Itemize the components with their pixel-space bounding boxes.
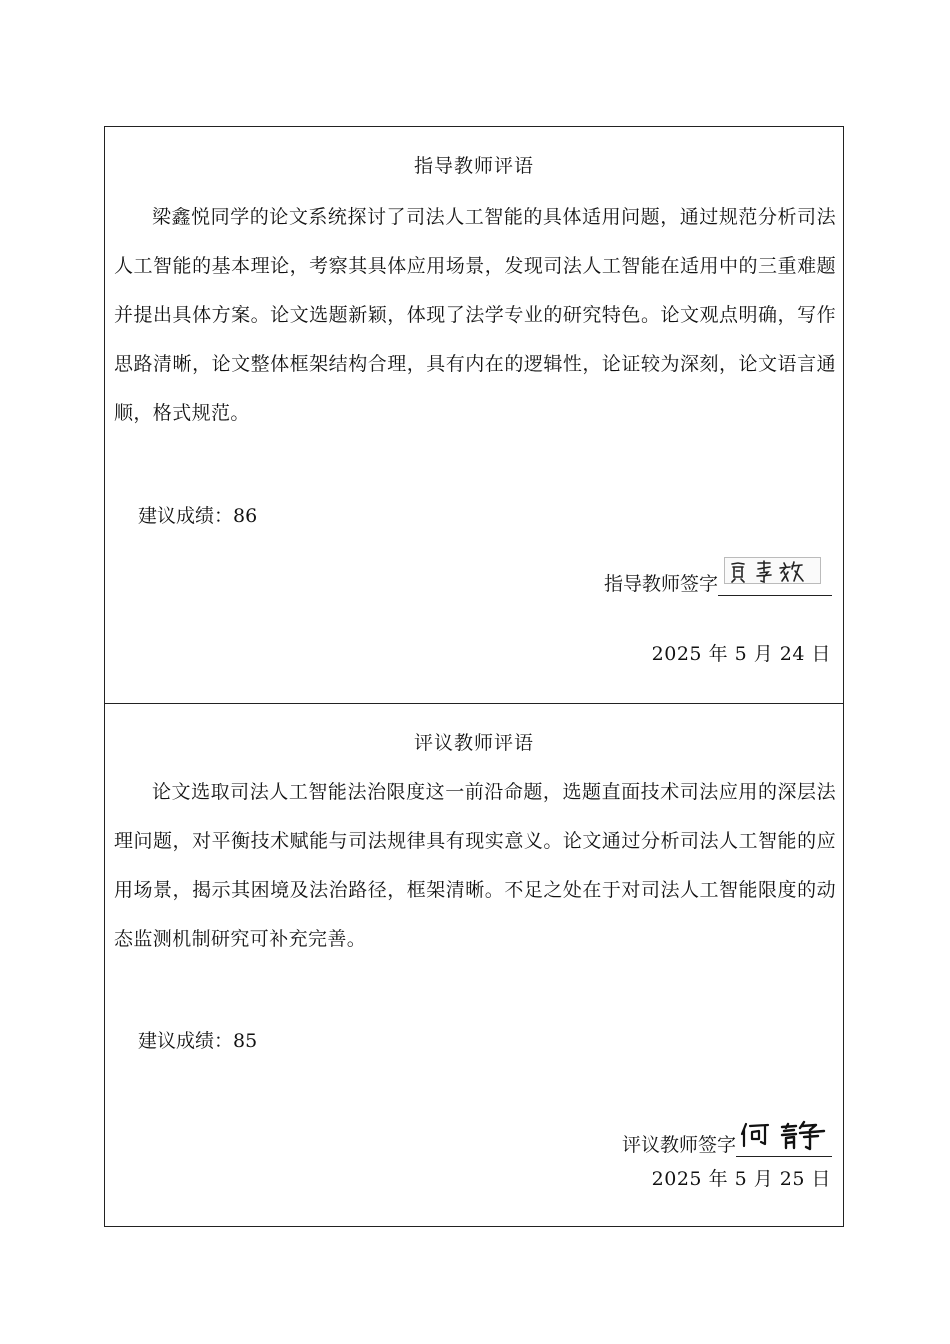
advisor-heading: 指导教师评语 (413, 155, 534, 177)
reviewer-grade: 建议成绩：85 (138, 1030, 258, 1052)
advisor-comment: 梁鑫悦同学的论文系统探讨了司法人工智能的具体适用问题，通过规范分析司法人工智能的基本理论，考察其具体应用场景，发现司法人工智能在适用中的三重难题并提出具体方案。论文选题新颖，体现了法学专业的研究特色。论文观点明确，写作思路清晰，论文整体框架结构合理，具有内在的逻辑性，论证较为深刻，论文语言通顺，格式规范。 (114, 206, 836, 424)
reviewer-date: 2025 年 5 月 25 日 (651, 1168, 831, 1190)
advisor-signature-line (604, 555, 832, 596)
reviewer-heading: 评议教师评语 (413, 732, 534, 754)
reviewer-signature-handwriting (738, 1118, 830, 1152)
reviewer-signature-line (622, 1116, 832, 1157)
advisor-signature (718, 555, 832, 596)
advisor-date: 2025 年 5 月 24 日 (651, 643, 831, 665)
advisor-signature-label: 指导教师签字 (603, 573, 718, 595)
reviewer-section (105, 703, 843, 1226)
reviewer-signature-label: 评议教师签字 (621, 1134, 736, 1156)
evaluation-table (104, 126, 844, 1227)
advisor-section (105, 127, 843, 703)
reviewer-comment: 论文选取司法人工智能法治限度这一前沿命题，选题直面技术司法应用的深层法理问题，对平衡技术赋能与司法规律具有现实意义。论文通过分析司法人工智能的应用场景，揭示其困境及法治路径，框架清晰。不足之处在于对司法人工智能限度的动态监测机制研究可补充完善。 (114, 781, 836, 950)
advisor-grade: 建议成绩：86 (138, 505, 258, 527)
reviewer-signature (736, 1116, 832, 1157)
advisor-signature-stamp (724, 557, 822, 585)
